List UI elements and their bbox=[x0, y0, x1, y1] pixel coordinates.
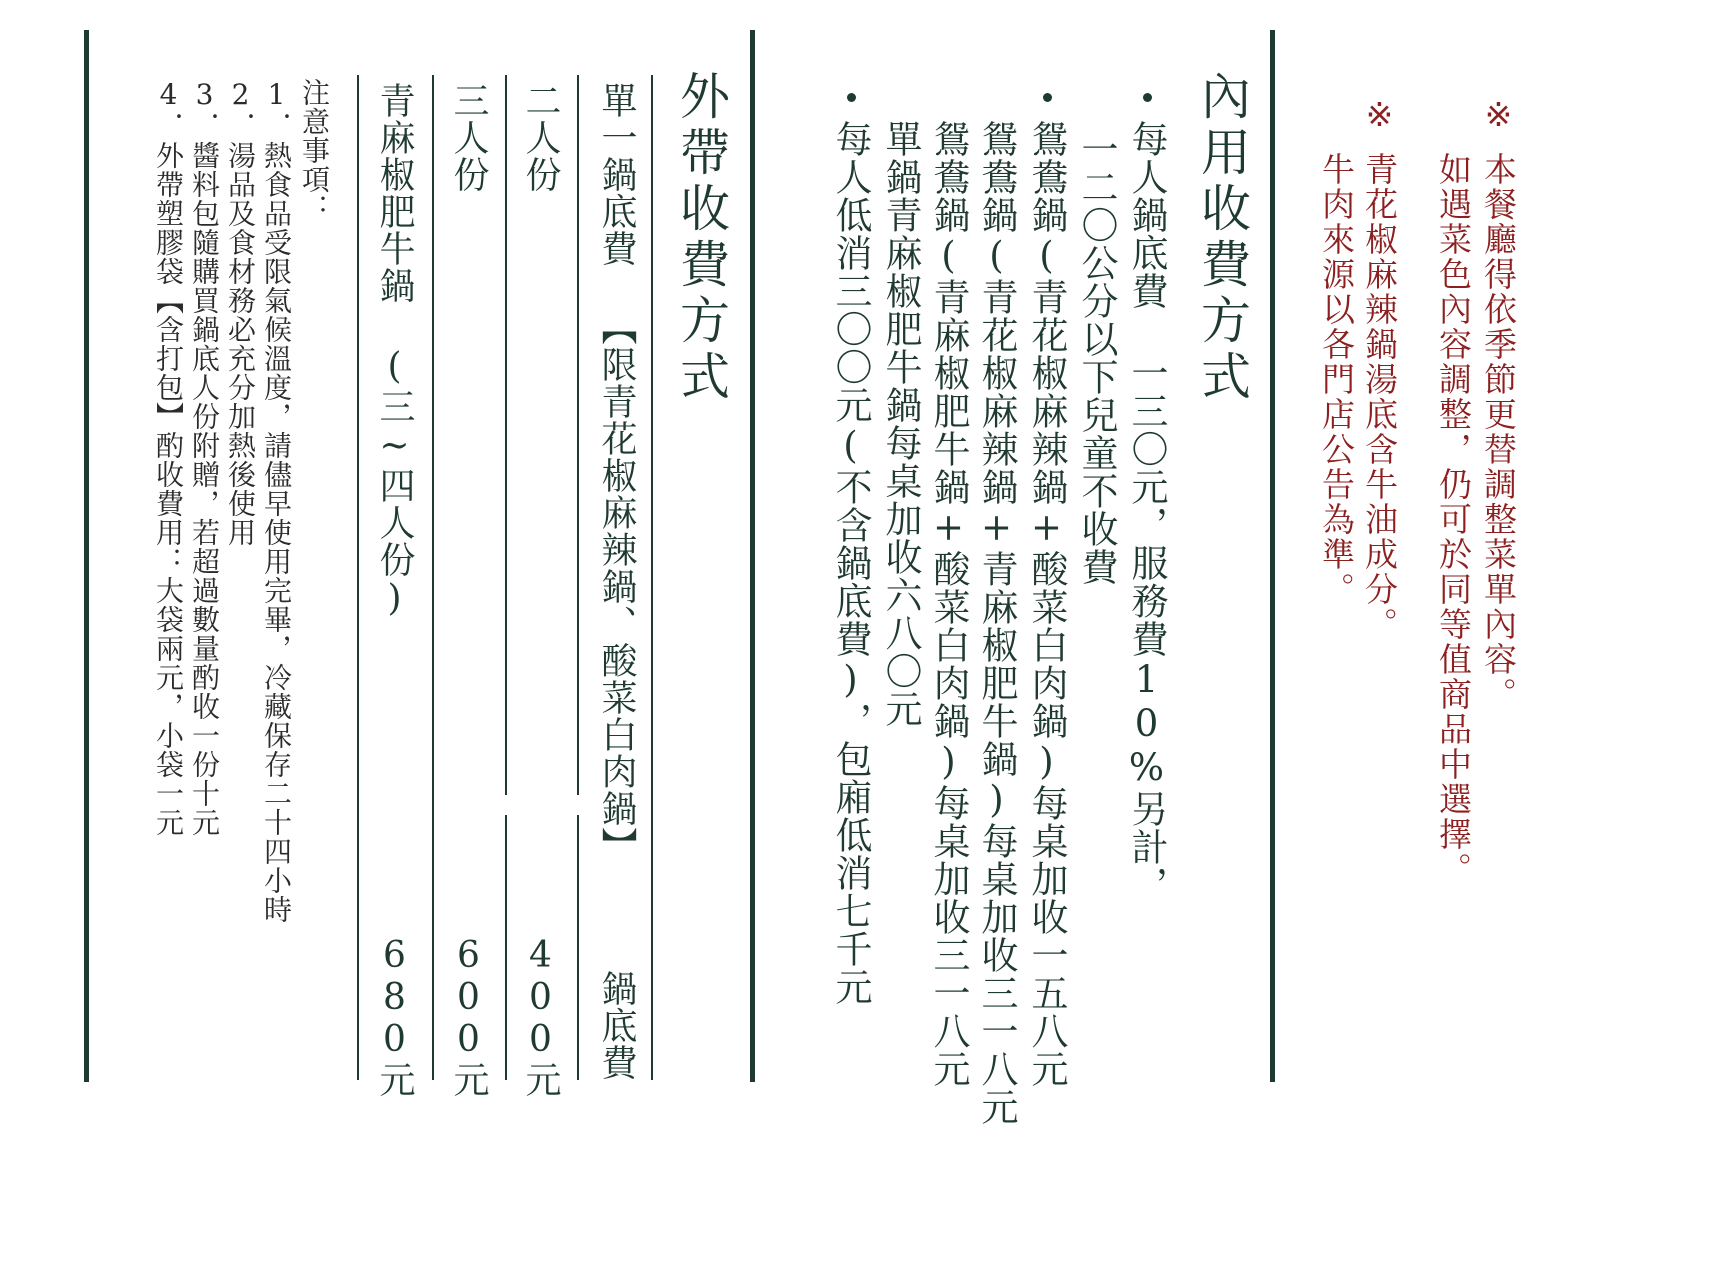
takeout-title: 外帶收費方式 bbox=[672, 70, 730, 406]
takeout-row-2-label: 三人份 bbox=[448, 82, 489, 193]
dine-in-b2-line-1: 鴛鴦鍋(青花椒麻辣鍋+酸菜白肉鍋)每桌加收一五八元 bbox=[1025, 120, 1068, 1088]
divider-dine-in-right bbox=[1270, 30, 1275, 1082]
notices-title: 注意事項： bbox=[298, 78, 331, 223]
notice-3: 3．醬料包隨購買鍋底人份附贈，若超過數量酌收一份十元 bbox=[188, 78, 221, 837]
dine-in-b2-line-2: 鴛鴦鍋(青花椒麻辣鍋+青麻椒肥牛鍋)每桌加收三一八元 bbox=[975, 120, 1018, 1126]
dine-in-b1-line-2: 一二〇公分以下兒童不收費 bbox=[1075, 130, 1118, 586]
dine-in-b1-line-1: 每人鍋底費 一三〇元，服務費10%另計， bbox=[1125, 120, 1168, 904]
table-rule-3 bbox=[505, 75, 507, 795]
table-rule-2b bbox=[577, 815, 579, 1080]
bullet-2 bbox=[1043, 93, 1052, 102]
divider-dine-in-takeout bbox=[750, 30, 755, 1082]
dine-in-b2-line-3: 鴛鴦鍋(青麻椒肥牛鍋+酸菜白肉鍋)每桌加收三一八元 bbox=[927, 120, 970, 1088]
takeout-row-1-price: 400元 bbox=[520, 935, 561, 1098]
takeout-header-left: 單一鍋底費 【限青花椒麻辣鍋、酸菜白肉鍋】 bbox=[596, 82, 637, 864]
table-rule-3b bbox=[505, 815, 507, 1080]
bullet-1 bbox=[1143, 93, 1152, 102]
note-1-line-2: 如遇菜色內容調整，仍可於同等值商品中選擇。 bbox=[1434, 152, 1473, 887]
dine-in-b2-line-4: 單鍋青麻椒肥牛鍋每桌加收六八〇元 bbox=[879, 120, 922, 728]
note-1-line-1: 本餐廳得依季節更替調整菜單內容。 bbox=[1479, 152, 1518, 712]
takeout-row-3-label: 青麻椒肥牛鍋 (三~四人份) bbox=[374, 82, 415, 620]
note-mark-2: ※ bbox=[1360, 95, 1399, 136]
takeout-row-2-price: 600元 bbox=[448, 935, 489, 1098]
dine-in-title: 內用收費方式 bbox=[1193, 70, 1251, 406]
dine-in-b3-line-1: 每人低消三〇〇元(不含鍋底費)，包廂低消七千元 bbox=[829, 120, 872, 1006]
bullet-3 bbox=[847, 93, 856, 102]
table-rule-5 bbox=[357, 75, 359, 1080]
notice-1: 1．熱食品受限氣候溫度，請儘早使用完畢，冷藏保存二十四小時 bbox=[260, 78, 293, 924]
takeout-row-3-price: 680元 bbox=[374, 935, 415, 1098]
divider-left bbox=[84, 30, 89, 1082]
note-2-line-1: 青花椒麻辣鍋湯底含牛油成分。 bbox=[1360, 152, 1399, 642]
table-rule-4 bbox=[432, 75, 434, 1080]
note-2-line-2: 牛肉來源以各門店公告為準。 bbox=[1317, 152, 1356, 607]
table-rule-2 bbox=[577, 75, 579, 795]
note-mark-1: ※ bbox=[1479, 95, 1518, 136]
takeout-row-1-label: 二人份 bbox=[520, 82, 561, 193]
notice-4: 4．外帶塑膠袋【含打包】酌收費用：大袋兩元，小袋一元 bbox=[152, 78, 185, 837]
takeout-header-right: 鍋底費 bbox=[596, 970, 637, 1081]
table-rule-1 bbox=[651, 75, 653, 1080]
notice-2: 2．湯品及食材務必充分加熱後使用 bbox=[224, 78, 257, 547]
